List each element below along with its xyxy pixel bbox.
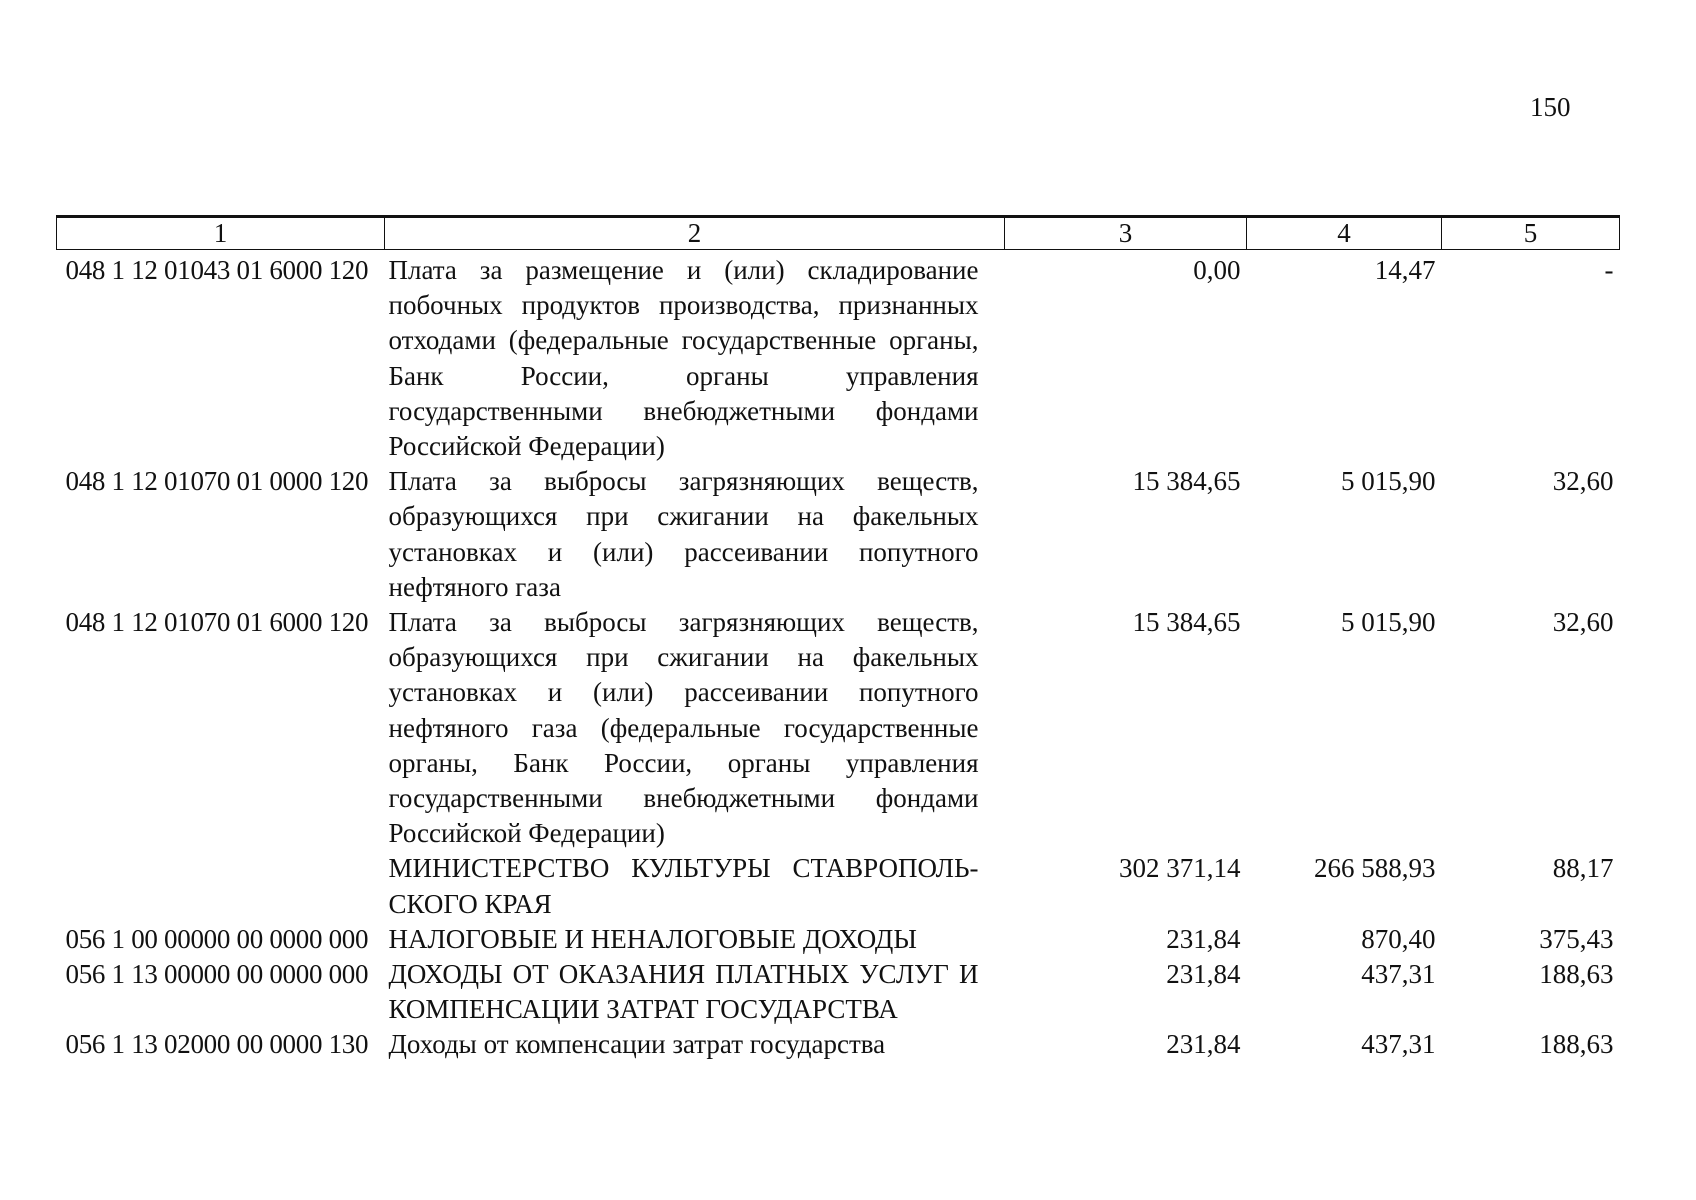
row-value-col5: 88,17: [1552, 853, 1614, 884]
column-header-5: 5: [1442, 217, 1620, 250]
row-value-col4: 870,40: [1361, 923, 1436, 954]
row-description: Плата за размещение и (или) складирование побочных продуктов производства, признанных отходами (федеральные государственные органы, Банк России, органы управления государственными внебюджетными фондами Российской Федерации): [388, 255, 979, 462]
row-code: 056 1 13 02000 00 0000 130: [65, 1029, 369, 1060]
row-value-col5: 32,60: [1552, 466, 1614, 497]
row-value-col3: 15 384,65: [1132, 607, 1241, 638]
row-value-col3: 302 371,14: [1119, 853, 1241, 884]
row-value-col5: 32,60: [1552, 607, 1614, 638]
row-value-col5: 375,43: [1539, 923, 1614, 954]
row-value-col3: 0,00: [1193, 255, 1241, 285]
row-description: Плата за выбросы загрязняющих веществ, образующихся при сжигании на факельных установках и (или) рассеивании попутного нефтяного газа: [388, 466, 979, 602]
row-value-col4: 437,31: [1361, 1029, 1436, 1060]
row-value-col4: 14,47: [1374, 255, 1436, 285]
row-description: Доходы от компенсации затрат государства: [388, 1029, 886, 1060]
row-code: 048 1 12 01043 01 6000 120: [65, 255, 369, 285]
table-row: [57, 922, 1620, 957]
row-value-col4: 5 015,90: [1341, 466, 1436, 497]
row-value-col3: 231,84: [1166, 923, 1241, 954]
row-value-col5: 188,63: [1539, 1029, 1614, 1060]
row-description: ДОХОДЫ ОТ ОКАЗАНИЯ ПЛАТНЫХ УСЛУГ И КОМПЕНСАЦИИ ЗАТРАТ ГОСУДАРСТВА: [388, 959, 979, 1025]
table-row: [57, 851, 1620, 921]
row-value-col4: 437,31: [1361, 959, 1436, 990]
column-header-1: 1: [57, 217, 385, 250]
table-row: [57, 1027, 1620, 1062]
row-value-col4: 266 588,93: [1314, 853, 1436, 884]
table-header-row: [57, 217, 1620, 250]
table-row: [57, 464, 1620, 605]
row-value-col3: 231,84: [1166, 959, 1241, 990]
row-description: МИНИСТЕРСТВО КУЛЬТУРЫ СТАВРОПОЛЬ-СКОГО КРАЯ: [388, 853, 979, 919]
row-code: 048 1 12 01070 01 0000 120: [65, 466, 369, 497]
table-row: [57, 250, 1620, 465]
row-description: Плата за выбросы загрязняющих веществ, образующихся при сжигании на факельных установках и (или) рассеивании попутного нефтяного газа (федеральные государственные органы, Банк России, органы управления государственными внебюджетными фондами Российской Федерации): [388, 607, 979, 849]
row-value-col3: 15 384,65: [1132, 466, 1241, 497]
column-header-4: 4: [1247, 217, 1442, 250]
row-code: 056 1 13 00000 00 0000 000: [65, 959, 369, 990]
row-description: НАЛОГОВЫЕ И НЕНАЛОГОВЫЕ ДОХОДЫ: [388, 923, 917, 954]
table-row: [57, 605, 1620, 851]
table-row: [57, 957, 1620, 1027]
column-header-3: 3: [1005, 217, 1247, 250]
row-value-col4: 5 015,90: [1341, 607, 1436, 638]
column-header-2: 2: [385, 217, 1005, 250]
page-number: 150: [1530, 92, 1571, 122]
row-value-col5: 188,63: [1539, 959, 1614, 990]
row-value-col3: 231,84: [1166, 1029, 1241, 1060]
row-code: 056 1 00 00000 00 0000 000: [65, 923, 369, 954]
row-code: 048 1 12 01070 01 6000 120: [65, 607, 369, 638]
row-value-col5: -: [1604, 255, 1614, 285]
row-code: [57, 851, 385, 921]
budget-table: [56, 215, 1620, 1063]
